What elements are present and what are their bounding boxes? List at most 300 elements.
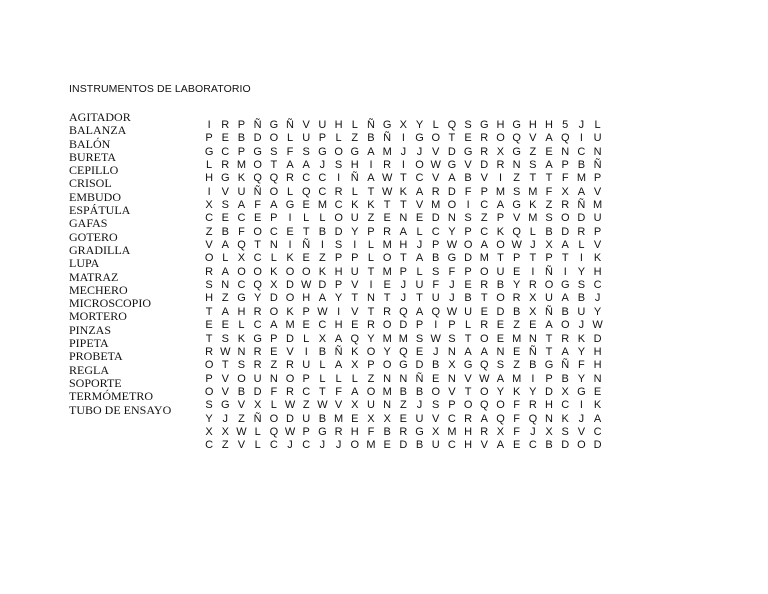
grid-row bbox=[201, 199, 606, 212]
grid-cell: G bbox=[463, 359, 473, 372]
grid-cell: C bbox=[318, 319, 327, 332]
grid-cell: E bbox=[496, 319, 505, 332]
grid-cell: C bbox=[480, 199, 489, 212]
grid-cell: Q bbox=[399, 305, 408, 318]
grid-cell: V bbox=[593, 239, 602, 252]
grid-cell: I bbox=[288, 239, 292, 252]
grid-cell: O bbox=[350, 439, 360, 452]
grid-cell: R bbox=[464, 412, 473, 425]
grid-cell: I bbox=[369, 279, 373, 292]
grid-cell: A bbox=[237, 199, 246, 212]
grid-row bbox=[201, 159, 606, 172]
grid-cell: M bbox=[366, 439, 376, 452]
grid-cell: H bbox=[545, 119, 553, 131]
grid-cell: T bbox=[221, 359, 229, 372]
grid-cell: S bbox=[545, 212, 553, 225]
grid-cell: P bbox=[205, 132, 213, 145]
grid-cell: S bbox=[464, 119, 472, 131]
grid-cell: Z bbox=[367, 372, 375, 385]
grid-cell: S bbox=[561, 425, 569, 438]
grid-cell: P bbox=[399, 265, 408, 278]
grid-cell: S bbox=[334, 239, 343, 252]
grid-cell: X bbox=[205, 425, 213, 438]
grid-cell: Q bbox=[253, 279, 262, 292]
grid-cell: Z bbox=[367, 212, 375, 225]
grid-cell: D bbox=[561, 225, 570, 238]
grid-cell: L bbox=[351, 119, 358, 131]
grid-cell: L bbox=[594, 119, 601, 131]
grid-cell: E bbox=[432, 372, 440, 385]
grid-cell: P bbox=[205, 372, 213, 385]
grid-cell: B bbox=[545, 225, 553, 238]
grid-cell: Ñ bbox=[383, 132, 392, 145]
grid-cell: J bbox=[319, 159, 326, 172]
grid-cell: F bbox=[561, 172, 569, 185]
grid-cell: A bbox=[367, 145, 375, 158]
word-list-item: BALÓN bbox=[69, 136, 111, 151]
grid-cell: E bbox=[512, 345, 521, 358]
grid-cell: J bbox=[416, 399, 423, 412]
word-list-item: MECHERO bbox=[69, 282, 128, 297]
grid-cell: K bbox=[593, 252, 602, 265]
grid-cell: L bbox=[578, 239, 585, 252]
grid-cell: J bbox=[432, 345, 439, 358]
grid-cell: L bbox=[270, 399, 277, 412]
grid-cell: O bbox=[463, 399, 473, 412]
grid-cell: O bbox=[431, 385, 440, 398]
grid-cell: A bbox=[318, 292, 327, 305]
word-list-item: GRADILLA bbox=[69, 242, 131, 257]
word-list-item: CRISOL bbox=[69, 176, 112, 191]
grid-cell: U bbox=[431, 439, 440, 452]
grid-cell: T bbox=[367, 265, 375, 278]
word-list bbox=[69, 111, 171, 417]
grid-cell: H bbox=[496, 119, 505, 131]
grid-cell: R bbox=[205, 345, 214, 358]
grid-cell: M bbox=[285, 319, 295, 332]
grid-cell: O bbox=[253, 265, 262, 278]
grid-cell: M bbox=[382, 385, 392, 398]
grid-cell: P bbox=[318, 132, 327, 145]
grid-cell: O bbox=[269, 185, 279, 198]
grid-cell: A bbox=[302, 159, 310, 172]
grid-cell: T bbox=[464, 332, 472, 345]
grid-cell: K bbox=[237, 172, 246, 185]
grid-cell: F bbox=[513, 412, 521, 425]
grid-cell: B bbox=[318, 412, 327, 425]
grid-cell: V bbox=[351, 279, 359, 292]
grid-cell: P bbox=[448, 399, 456, 412]
grid-cell: P bbox=[464, 265, 472, 278]
grid-cell: C bbox=[269, 439, 278, 452]
grid-cell: U bbox=[545, 292, 553, 305]
grid-cell: M bbox=[495, 185, 506, 198]
grid-cell: E bbox=[496, 332, 505, 345]
grid-cell: S bbox=[529, 159, 537, 172]
grid-cell: Y bbox=[577, 372, 586, 385]
grid-cell: E bbox=[512, 439, 521, 452]
grid-row bbox=[201, 333, 606, 346]
grid-cell: D bbox=[399, 439, 408, 452]
grid-cell: E bbox=[415, 212, 424, 225]
grid-cell: Q bbox=[560, 132, 570, 145]
grid-cell: P bbox=[545, 372, 553, 385]
grid-cell: K bbox=[351, 199, 359, 212]
grid-cell: M bbox=[447, 425, 457, 438]
grid-cell: T bbox=[497, 252, 504, 265]
word-list-item: PIPETA bbox=[69, 336, 109, 351]
grid-cell: Ñ bbox=[366, 119, 375, 131]
grid-row bbox=[201, 119, 606, 132]
grid-cell: J bbox=[594, 292, 601, 305]
grid-cell: G bbox=[544, 359, 554, 372]
grid-cell: D bbox=[286, 279, 294, 292]
grid-cell: D bbox=[480, 159, 489, 172]
grid-cell: T bbox=[545, 172, 553, 185]
grid-cell: S bbox=[205, 279, 213, 292]
grid-cell: R bbox=[512, 292, 521, 305]
grid-cell: O bbox=[544, 279, 554, 292]
grid-cell: M bbox=[236, 159, 247, 172]
grid-cell: R bbox=[205, 265, 214, 278]
grid-cell: E bbox=[529, 319, 537, 332]
grid-cell: V bbox=[464, 372, 472, 385]
grid-cell: N bbox=[545, 412, 553, 425]
grid-cell: B bbox=[432, 252, 440, 265]
grid-cell: Q bbox=[399, 345, 408, 358]
grid-cell: U bbox=[302, 132, 311, 145]
grid-cell: L bbox=[286, 132, 294, 145]
grid-cell: E bbox=[302, 319, 310, 332]
grid-cell: V bbox=[432, 145, 440, 158]
grid-cell: M bbox=[528, 212, 538, 225]
grid-cell: E bbox=[480, 305, 488, 318]
grid-cell: P bbox=[351, 252, 359, 265]
grid-cell: G bbox=[447, 159, 457, 172]
grid-cell: Ñ bbox=[302, 239, 311, 252]
grid-cell: T bbox=[254, 239, 262, 252]
page-title: INSTRUMENTOS DE LABORATORIO bbox=[69, 83, 251, 95]
grid-cell: W bbox=[446, 305, 458, 318]
grid-cell: K bbox=[496, 225, 505, 238]
word-list-item: MATRAZ bbox=[69, 269, 119, 284]
grid-cell: H bbox=[334, 319, 343, 332]
grid-cell: Q bbox=[269, 172, 279, 185]
grid-cell: A bbox=[270, 319, 278, 332]
grid-cell: H bbox=[593, 265, 602, 278]
word-list-item: EMBUDO bbox=[69, 189, 122, 204]
grid-cell: C bbox=[318, 185, 327, 198]
grid-cell: R bbox=[221, 119, 230, 131]
grid-cell: X bbox=[432, 425, 440, 438]
grid-cell: B bbox=[399, 385, 408, 398]
grid-cell: Y bbox=[496, 385, 505, 398]
grid-cell: I bbox=[579, 132, 583, 145]
grid-cell: G bbox=[415, 425, 424, 438]
grid-cell: W bbox=[446, 239, 458, 252]
grid-cell: C bbox=[221, 145, 230, 158]
grid-row bbox=[201, 306, 606, 319]
grid-cell: Q bbox=[237, 239, 246, 252]
grid-cell: R bbox=[383, 159, 392, 172]
grid-cell: W bbox=[511, 239, 522, 252]
grid-cell: F bbox=[464, 185, 472, 198]
grid-row bbox=[201, 146, 606, 159]
grid-cell: G bbox=[237, 292, 246, 305]
grid-cell: B bbox=[577, 292, 586, 305]
grid-cell: O bbox=[463, 239, 473, 252]
grid-cell: Z bbox=[513, 359, 521, 372]
grid-cell: R bbox=[528, 399, 537, 412]
grid-cell: E bbox=[302, 199, 310, 212]
grid-row bbox=[201, 132, 606, 145]
grid-cell: F bbox=[270, 385, 278, 398]
grid-cell: P bbox=[561, 159, 569, 172]
grid-cell: Q bbox=[269, 425, 279, 438]
grid-cell: G bbox=[318, 145, 327, 158]
grid-cell: J bbox=[400, 145, 407, 158]
grid-cell: D bbox=[286, 412, 294, 425]
grid-cell: V bbox=[480, 439, 488, 452]
grid-cell: A bbox=[561, 292, 569, 305]
grid-cell: A bbox=[496, 372, 505, 385]
grid-cell: X bbox=[318, 332, 327, 345]
grid-cell: J bbox=[530, 239, 536, 252]
grid-cell: W bbox=[317, 305, 328, 318]
grid-cell: J bbox=[335, 439, 342, 452]
grid-cell: U bbox=[237, 185, 246, 198]
grid-cell: F bbox=[254, 199, 262, 212]
grid-cell: Y bbox=[205, 412, 213, 425]
grid-cell: B bbox=[318, 345, 327, 358]
grid-cell: K bbox=[399, 185, 408, 198]
grid-cell: Ñ bbox=[545, 265, 553, 278]
word-list-item: GAFAS bbox=[69, 216, 108, 231]
grid-cell: E bbox=[593, 385, 602, 398]
grid-row bbox=[201, 292, 606, 305]
grid-cell: X bbox=[496, 145, 505, 158]
grid-row bbox=[201, 186, 606, 199]
grid-cell: D bbox=[464, 252, 473, 265]
grid-cell: O bbox=[285, 372, 295, 385]
grid-cell: D bbox=[496, 305, 505, 318]
grid-cell: L bbox=[432, 119, 439, 131]
grid-cell: C bbox=[431, 225, 440, 238]
grid-cell: A bbox=[399, 225, 408, 238]
grid-cell: R bbox=[383, 225, 392, 238]
grid-cell: T bbox=[319, 385, 326, 398]
word-list-item: BURETA bbox=[69, 149, 117, 164]
grid-cell: S bbox=[432, 265, 440, 278]
grid-cell: W bbox=[479, 372, 490, 385]
grid-cell: M bbox=[382, 145, 392, 158]
grid-cell: I bbox=[401, 132, 405, 145]
grid-cell: A bbox=[577, 185, 586, 198]
grid-cell: T bbox=[367, 305, 375, 318]
grid-cell: T bbox=[351, 292, 359, 305]
grid-cell: O bbox=[496, 292, 505, 305]
grid-cell: L bbox=[206, 159, 213, 172]
grid-cell: F bbox=[545, 185, 553, 198]
grid-cell: I bbox=[369, 159, 373, 172]
grid-cell: D bbox=[415, 359, 424, 372]
grid-cell: L bbox=[238, 319, 245, 332]
grid-cell: O bbox=[269, 132, 279, 145]
grid-cell: I bbox=[288, 212, 292, 225]
grid-cell: K bbox=[577, 332, 586, 345]
grid-cell: S bbox=[496, 359, 505, 372]
grid-cell: J bbox=[578, 412, 585, 425]
grid-cell: J bbox=[287, 439, 293, 452]
grid-cell: W bbox=[592, 319, 603, 332]
grid-cell: O bbox=[253, 225, 262, 238]
grid-cell: L bbox=[319, 359, 326, 372]
grid-cell: L bbox=[335, 372, 342, 385]
grid-cell: B bbox=[529, 359, 537, 372]
grid-cell: G bbox=[399, 359, 408, 372]
grid-cell: C bbox=[302, 439, 311, 452]
grid-cell: H bbox=[528, 119, 537, 131]
grid-cell: I bbox=[353, 239, 357, 252]
grid-cell: N bbox=[383, 399, 392, 412]
grid-cell: H bbox=[205, 292, 214, 305]
grid-cell: G bbox=[318, 425, 327, 438]
grid-cell: D bbox=[447, 185, 456, 198]
grid-cell: O bbox=[447, 199, 457, 212]
grid-cell: N bbox=[496, 345, 505, 358]
grid-cell: R bbox=[253, 359, 262, 372]
grid-cell: I bbox=[320, 239, 324, 252]
grid-cell: A bbox=[480, 239, 488, 252]
grid-cell: E bbox=[351, 412, 359, 425]
grid-cell: P bbox=[448, 319, 456, 332]
word-list-item: GOTERO bbox=[69, 229, 118, 244]
grid-cell: R bbox=[221, 159, 230, 172]
grid-cell: V bbox=[512, 212, 521, 225]
grid-cell: J bbox=[400, 279, 407, 292]
grid-cell: R bbox=[253, 305, 262, 318]
word-list-item: LUPA bbox=[69, 256, 100, 271]
grid-cell: L bbox=[351, 372, 358, 385]
grid-cell: O bbox=[301, 265, 311, 278]
grid-cell: R bbox=[431, 185, 440, 198]
grid-cell: O bbox=[480, 385, 489, 398]
grid-cell: E bbox=[512, 265, 521, 278]
grid-cell: C bbox=[302, 385, 311, 398]
grid-cell: L bbox=[367, 239, 375, 252]
grid-cell: I bbox=[207, 185, 211, 198]
grid-cell: T bbox=[383, 199, 391, 212]
grid-cell: C bbox=[253, 252, 262, 265]
word-list-item: ESPÁTULA bbox=[69, 203, 131, 218]
grid-cell: V bbox=[221, 372, 229, 385]
grid-cell: W bbox=[430, 332, 441, 345]
grid-cell: M bbox=[576, 172, 586, 185]
grid-cell: C bbox=[593, 425, 602, 438]
grid-cell: F bbox=[513, 399, 521, 412]
grid-cell: D bbox=[399, 319, 408, 332]
grid-cell: Y bbox=[351, 225, 359, 238]
grid-cell: N bbox=[221, 279, 230, 292]
grid-cell: X bbox=[545, 425, 553, 438]
grid-cell: V bbox=[464, 159, 472, 172]
grid-cell: B bbox=[237, 385, 246, 398]
grid-cell: A bbox=[415, 305, 424, 318]
grid-cell: S bbox=[464, 212, 472, 225]
grid-cell: E bbox=[302, 252, 310, 265]
grid-cell: N bbox=[399, 212, 408, 225]
grid-cell: I bbox=[579, 252, 583, 265]
grid-cell: G bbox=[463, 145, 473, 158]
grid-cell: Ñ bbox=[286, 119, 294, 131]
grid-cell: A bbox=[496, 199, 505, 212]
grid-cell: B bbox=[496, 279, 505, 292]
grid-cell: S bbox=[577, 279, 586, 292]
grid-cell: U bbox=[464, 305, 473, 318]
grid-cell: T bbox=[464, 385, 472, 398]
grid-row bbox=[201, 386, 606, 399]
grid-row bbox=[201, 226, 606, 239]
grid-cell: Ñ bbox=[253, 119, 262, 131]
grid-cell: I bbox=[401, 159, 405, 172]
grid-cell: F bbox=[448, 265, 456, 278]
grid-row bbox=[201, 172, 606, 185]
grid-cell: Z bbox=[238, 412, 245, 425]
grid-cell: E bbox=[399, 412, 408, 425]
grid-cell: R bbox=[366, 319, 375, 332]
grid-cell: R bbox=[528, 279, 537, 292]
grid-cell: P bbox=[237, 145, 246, 158]
grid-cell: M bbox=[512, 372, 522, 385]
grid-cell: O bbox=[285, 292, 295, 305]
grid-cell: E bbox=[464, 132, 472, 145]
grid-cell: A bbox=[334, 332, 343, 345]
grid-cell: X bbox=[561, 185, 569, 198]
grid-cell: U bbox=[431, 292, 440, 305]
grid-cell: H bbox=[399, 239, 408, 252]
grid-cell: O bbox=[496, 132, 505, 145]
word-list-item: TERMÓMETRO bbox=[69, 389, 153, 404]
grid-cell: O bbox=[480, 265, 489, 278]
grid-cell: B bbox=[512, 305, 521, 318]
grid-cell: T bbox=[480, 292, 488, 305]
grid-cell: O bbox=[269, 305, 279, 318]
grid-cell: P bbox=[367, 359, 375, 372]
grid-cell: S bbox=[221, 199, 229, 212]
grid-cell: P bbox=[334, 279, 343, 292]
grid-cell: L bbox=[319, 372, 326, 385]
grid-cell: D bbox=[253, 385, 262, 398]
grid-cell: D bbox=[334, 225, 343, 238]
grid-cell: R bbox=[577, 225, 586, 238]
grid-cell: C bbox=[269, 225, 278, 238]
word-list-item: REGLA bbox=[69, 362, 109, 377]
word-list-item: BALANZA bbox=[69, 123, 127, 138]
grid-cell: K bbox=[561, 412, 569, 425]
grid-cell: L bbox=[254, 425, 261, 438]
grid-cell: J bbox=[530, 425, 536, 438]
grid-cell: N bbox=[269, 239, 278, 252]
grid-cell: Q bbox=[431, 305, 440, 318]
grid-cell: J bbox=[578, 319, 585, 332]
grid-cell: Z bbox=[270, 359, 278, 372]
grid-cell: V bbox=[221, 385, 229, 398]
grid-cell: P bbox=[593, 172, 602, 185]
grid-cell: B bbox=[561, 305, 569, 318]
word-list-item: SOPORTE bbox=[69, 375, 122, 390]
grid-cell: L bbox=[222, 252, 229, 265]
grid-cell: W bbox=[236, 425, 247, 438]
